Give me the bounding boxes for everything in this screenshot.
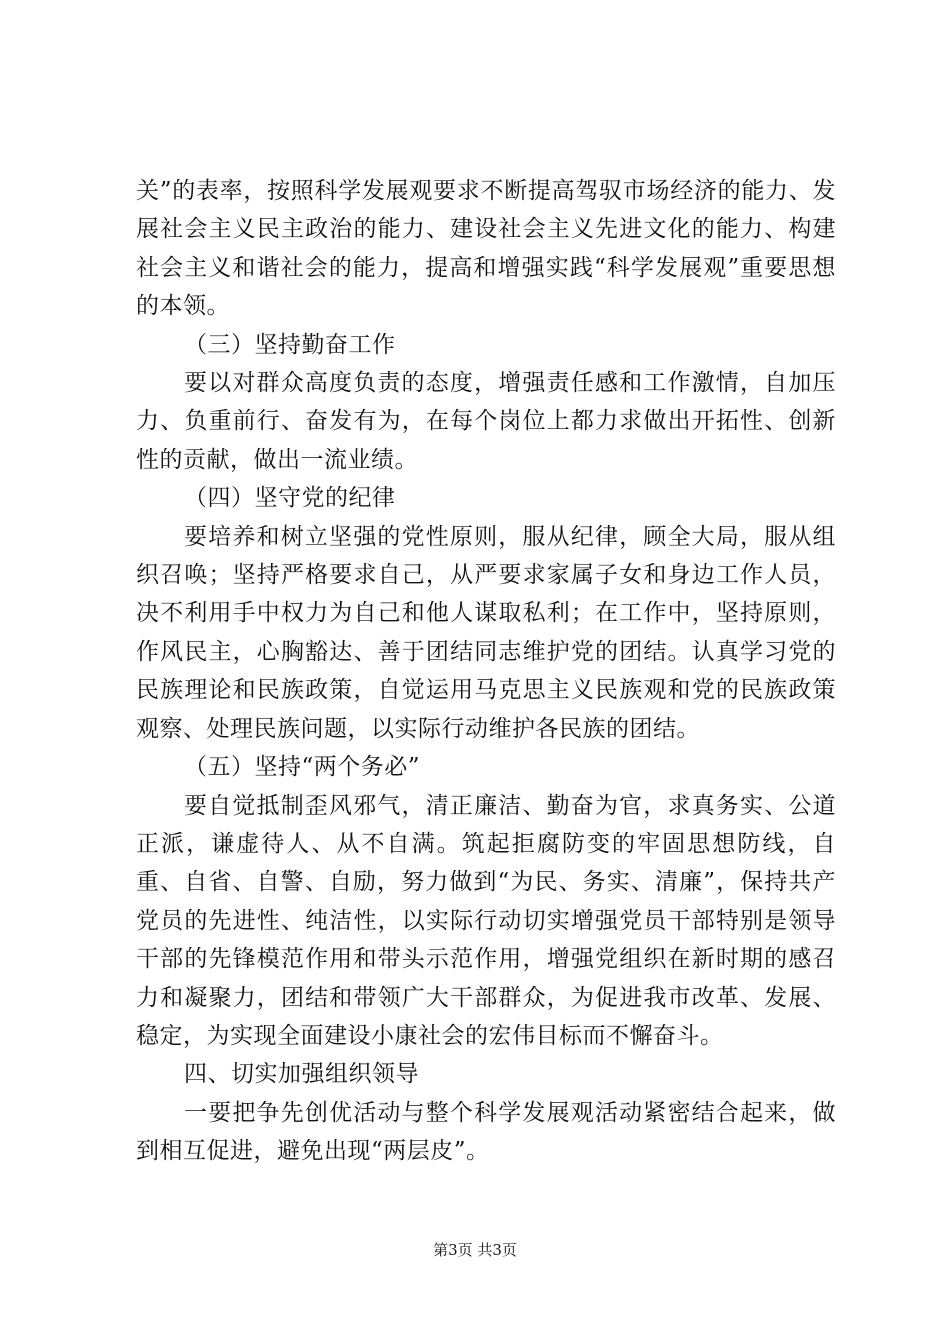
section-heading-3: （三）坚持勤奋工作 [184,331,396,358]
paragraph-party-discipline: 要培养和树立坚强的党性原则，服从纪律，顾全大局，服从组织召唤；坚持严格要求自己，从严要求家属子女和身边工作人员，决不利用手中权力为自己和他人谋取私利；在工作中，坚持原则，作风民主，心胸豁达、善于团结同志维护党的团结。认真学习党的民族理论和民族政策，自觉运用马克思主义民族观和党的民族政策观察、处理民族问题，以实际行动维护各民族的团结。 [136,523,836,742]
section-heading-part-4: 四、切实加强组织领导 [184,1061,419,1088]
paragraph-two-musts: 要自觉抵制歪风邪气，清正廉洁、勤奋为官，求真务实、公道正派，谦虚待人、从不自满。筑起拒腐防变的牢固思想防线，自重、自省、自警、自励，努力做到“为民、务实、清廉”，保持共产党员的先进性、纯洁性，以实际行动切实增强党员干部特别是领导干部的先锋模范作用和带头示范作用，增强党组织在新时期的感召力和凝聚力，团结和带领广大干部群众，为促进我市改革、发展、稳定，为实现全面建设小康社会的宏伟目标而不懈奋斗。 [136,792,836,1049]
page-footer [0,1240,950,1260]
section-heading-5: （五）坚持“两个务必” [184,754,421,781]
document-body [136,172,836,1171]
paragraph-organization-leadership: 一要把争先创优活动与整个科学发展观活动紧密结合起来，做到相互促进，避免出现“两层皮”。 [136,1099,836,1165]
section-heading-4: （四）坚守党的纪律 [184,485,396,512]
paragraph-diligent-work: 要以对群众高度负责的态度，增强责任感和工作激情，自加压力、负重前行、奋发有为，在每个岗位上都力求做出开拓性、创新性的贡献，做出一流业绩。 [136,370,836,473]
paragraph-continuation: 关”的表率，按照科学发展观要求不断提高驾驭市场经济的能力、发展社会主义民主政治的能力、建设社会主义先进文化的能力、构建社会主义和谐社会的能力，提高和增强实践“科学发展观”重要思想的本领。 [136,178,836,320]
page-number-label: 第3页 共3页 [433,1241,517,1259]
